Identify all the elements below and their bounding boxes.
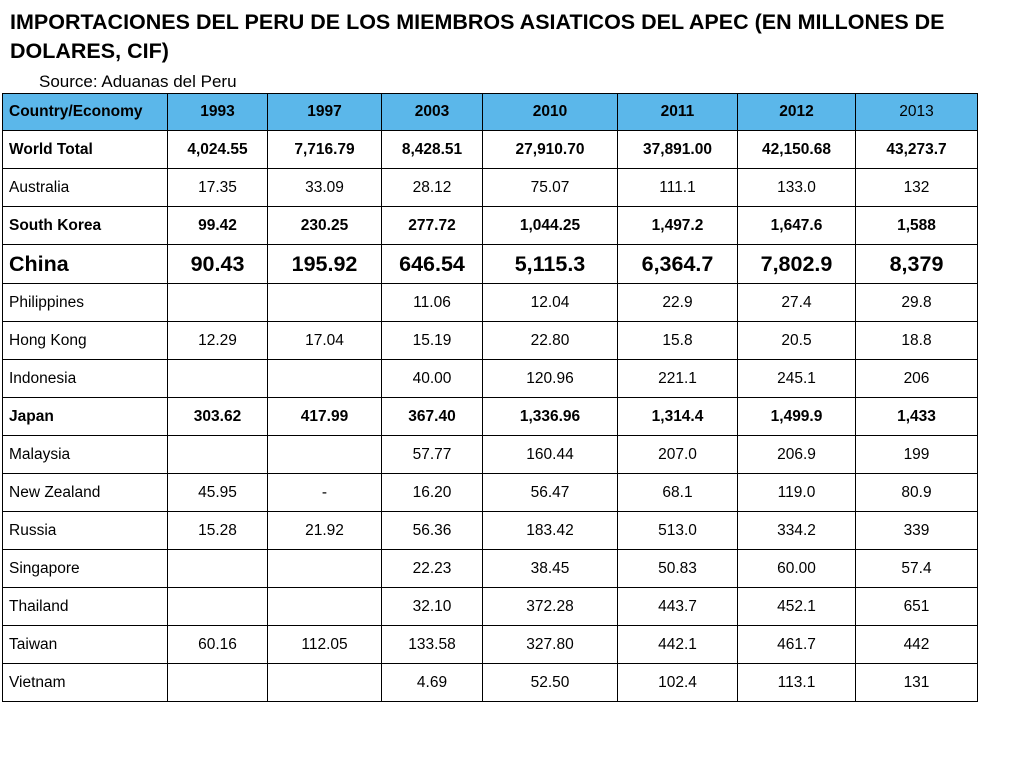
country-cell: Australia — [3, 169, 168, 207]
table-row — [3, 664, 978, 702]
value-cell — [168, 284, 268, 322]
value-cell: 27.4 — [738, 284, 856, 322]
value-cell: 52.50 — [483, 664, 618, 702]
country-cell: Vietnam — [3, 664, 168, 702]
value-cell: 21.92 — [268, 512, 382, 550]
country-cell: Thailand — [3, 588, 168, 626]
country-cell: Hong Kong — [3, 322, 168, 360]
country-cell: Japan — [3, 398, 168, 436]
table-row — [3, 436, 978, 474]
value-cell: 111.1 — [618, 169, 738, 207]
value-cell: 57.4 — [856, 550, 978, 588]
value-cell: 120.96 — [483, 360, 618, 398]
value-cell: 11.06 — [382, 284, 483, 322]
table-row — [3, 512, 978, 550]
table-row — [3, 474, 978, 512]
value-cell: 42,150.68 — [738, 131, 856, 169]
value-cell: 230.25 — [268, 207, 382, 245]
value-cell: 372.28 — [483, 588, 618, 626]
value-cell: 32.10 — [382, 588, 483, 626]
value-cell: 334.2 — [738, 512, 856, 550]
page-title: IMPORTACIONES DEL PERU DE LOS MIEMBROS ASIATICOS DEL APEC (EN MILLONES DE DOLARES, CIF) — [10, 10, 945, 63]
value-cell: 646.54 — [382, 245, 483, 284]
value-cell — [268, 550, 382, 588]
value-cell: 99.42 — [168, 207, 268, 245]
table-row — [3, 398, 978, 436]
value-cell: 113.1 — [738, 664, 856, 702]
value-cell: 15.28 — [168, 512, 268, 550]
value-cell: 206.9 — [738, 436, 856, 474]
value-cell: 442 — [856, 626, 978, 664]
value-cell: 28.12 — [382, 169, 483, 207]
value-cell: 119.0 — [738, 474, 856, 512]
header-year: 1997 — [268, 94, 382, 131]
value-cell: 22.9 — [618, 284, 738, 322]
value-cell: 12.04 — [483, 284, 618, 322]
value-cell — [168, 664, 268, 702]
value-cell: 206 — [856, 360, 978, 398]
value-cell — [268, 664, 382, 702]
header-year: 1993 — [168, 94, 268, 131]
value-cell: 57.77 — [382, 436, 483, 474]
value-cell: 651 — [856, 588, 978, 626]
value-cell: 1,588 — [856, 207, 978, 245]
value-cell: 15.19 — [382, 322, 483, 360]
value-cell: 1,433 — [856, 398, 978, 436]
imports-table — [2, 93, 978, 702]
value-cell: 513.0 — [618, 512, 738, 550]
table-row — [3, 131, 978, 169]
country-cell: New Zealand — [3, 474, 168, 512]
value-cell: 56.47 — [483, 474, 618, 512]
value-cell: 80.9 — [856, 474, 978, 512]
value-cell: 452.1 — [738, 588, 856, 626]
value-cell: 7,716.79 — [268, 131, 382, 169]
value-cell: 183.42 — [483, 512, 618, 550]
value-cell: 245.1 — [738, 360, 856, 398]
value-cell: 160.44 — [483, 436, 618, 474]
value-cell: 1,314.4 — [618, 398, 738, 436]
table-row — [3, 169, 978, 207]
value-cell: 1,499.9 — [738, 398, 856, 436]
value-cell: 303.62 — [168, 398, 268, 436]
header-year: 2003 — [382, 94, 483, 131]
country-cell: Philippines — [3, 284, 168, 322]
country-cell: Malaysia — [3, 436, 168, 474]
value-cell: 16.20 — [382, 474, 483, 512]
value-cell — [168, 360, 268, 398]
value-cell: 195.92 — [268, 245, 382, 284]
table-row — [3, 588, 978, 626]
value-cell: 4.69 — [382, 664, 483, 702]
value-cell: - — [268, 474, 382, 512]
value-cell: 60.16 — [168, 626, 268, 664]
value-cell: 112.05 — [268, 626, 382, 664]
value-cell: 461.7 — [738, 626, 856, 664]
value-cell: 132 — [856, 169, 978, 207]
value-cell: 56.36 — [382, 512, 483, 550]
value-cell: 27,910.70 — [483, 131, 618, 169]
value-cell: 327.80 — [483, 626, 618, 664]
header-year: 2012 — [738, 94, 856, 131]
table-row — [3, 207, 978, 245]
header-row — [3, 94, 978, 131]
value-cell: 17.04 — [268, 322, 382, 360]
country-cell: Singapore — [3, 550, 168, 588]
value-cell: 75.07 — [483, 169, 618, 207]
value-cell: 33.09 — [268, 169, 382, 207]
value-cell — [168, 588, 268, 626]
value-cell: 1,336.96 — [483, 398, 618, 436]
table-row — [3, 284, 978, 322]
value-cell: 37,891.00 — [618, 131, 738, 169]
header-country: Country/Economy — [3, 94, 168, 131]
header-year: 2011 — [618, 94, 738, 131]
value-cell: 442.1 — [618, 626, 738, 664]
table-row — [3, 626, 978, 664]
value-cell: 443.7 — [618, 588, 738, 626]
value-cell: 221.1 — [618, 360, 738, 398]
table-row — [3, 360, 978, 398]
value-cell: 43,273.7 — [856, 131, 978, 169]
value-cell: 15.8 — [618, 322, 738, 360]
value-cell: 339 — [856, 512, 978, 550]
value-cell: 367.40 — [382, 398, 483, 436]
value-cell: 12.29 — [168, 322, 268, 360]
country-cell: China — [3, 245, 168, 284]
value-cell: 68.1 — [618, 474, 738, 512]
value-cell: 199 — [856, 436, 978, 474]
value-cell — [268, 588, 382, 626]
value-cell: 20.5 — [738, 322, 856, 360]
value-cell: 1,044.25 — [483, 207, 618, 245]
value-cell: 7,802.9 — [738, 245, 856, 284]
country-cell: Russia — [3, 512, 168, 550]
country-cell: South Korea — [3, 207, 168, 245]
value-cell — [268, 360, 382, 398]
value-cell: 8,379 — [856, 245, 978, 284]
value-cell: 17.35 — [168, 169, 268, 207]
value-cell: 277.72 — [382, 207, 483, 245]
value-cell: 8,428.51 — [382, 131, 483, 169]
value-cell: 29.8 — [856, 284, 978, 322]
header-year: 2013 — [856, 94, 978, 131]
value-cell: 133.0 — [738, 169, 856, 207]
value-cell: 22.80 — [483, 322, 618, 360]
value-cell — [168, 436, 268, 474]
value-cell: 50.83 — [618, 550, 738, 588]
value-cell: 38.45 — [483, 550, 618, 588]
country-cell: Taiwan — [3, 626, 168, 664]
header-year: 2010 — [483, 94, 618, 131]
value-cell: 60.00 — [738, 550, 856, 588]
value-cell: 40.00 — [382, 360, 483, 398]
value-cell — [268, 436, 382, 474]
value-cell: 5,115.3 — [483, 245, 618, 284]
value-cell — [168, 550, 268, 588]
value-cell: 45.95 — [168, 474, 268, 512]
value-cell: 4,024.55 — [168, 131, 268, 169]
value-cell: 90.43 — [168, 245, 268, 284]
table-row — [3, 322, 978, 360]
value-cell: 22.23 — [382, 550, 483, 588]
value-cell — [268, 284, 382, 322]
value-cell: 1,497.2 — [618, 207, 738, 245]
value-cell: 102.4 — [618, 664, 738, 702]
source-note: Source: Aduanas del Peru — [39, 72, 237, 91]
country-cell: Indonesia — [3, 360, 168, 398]
value-cell: 417.99 — [268, 398, 382, 436]
value-cell: 133.58 — [382, 626, 483, 664]
value-cell: 6,364.7 — [618, 245, 738, 284]
value-cell: 18.8 — [856, 322, 978, 360]
table-row — [3, 550, 978, 588]
country-cell: World Total — [3, 131, 168, 169]
table-row — [3, 245, 978, 284]
value-cell: 131 — [856, 664, 978, 702]
value-cell: 207.0 — [618, 436, 738, 474]
value-cell: 1,647.6 — [738, 207, 856, 245]
